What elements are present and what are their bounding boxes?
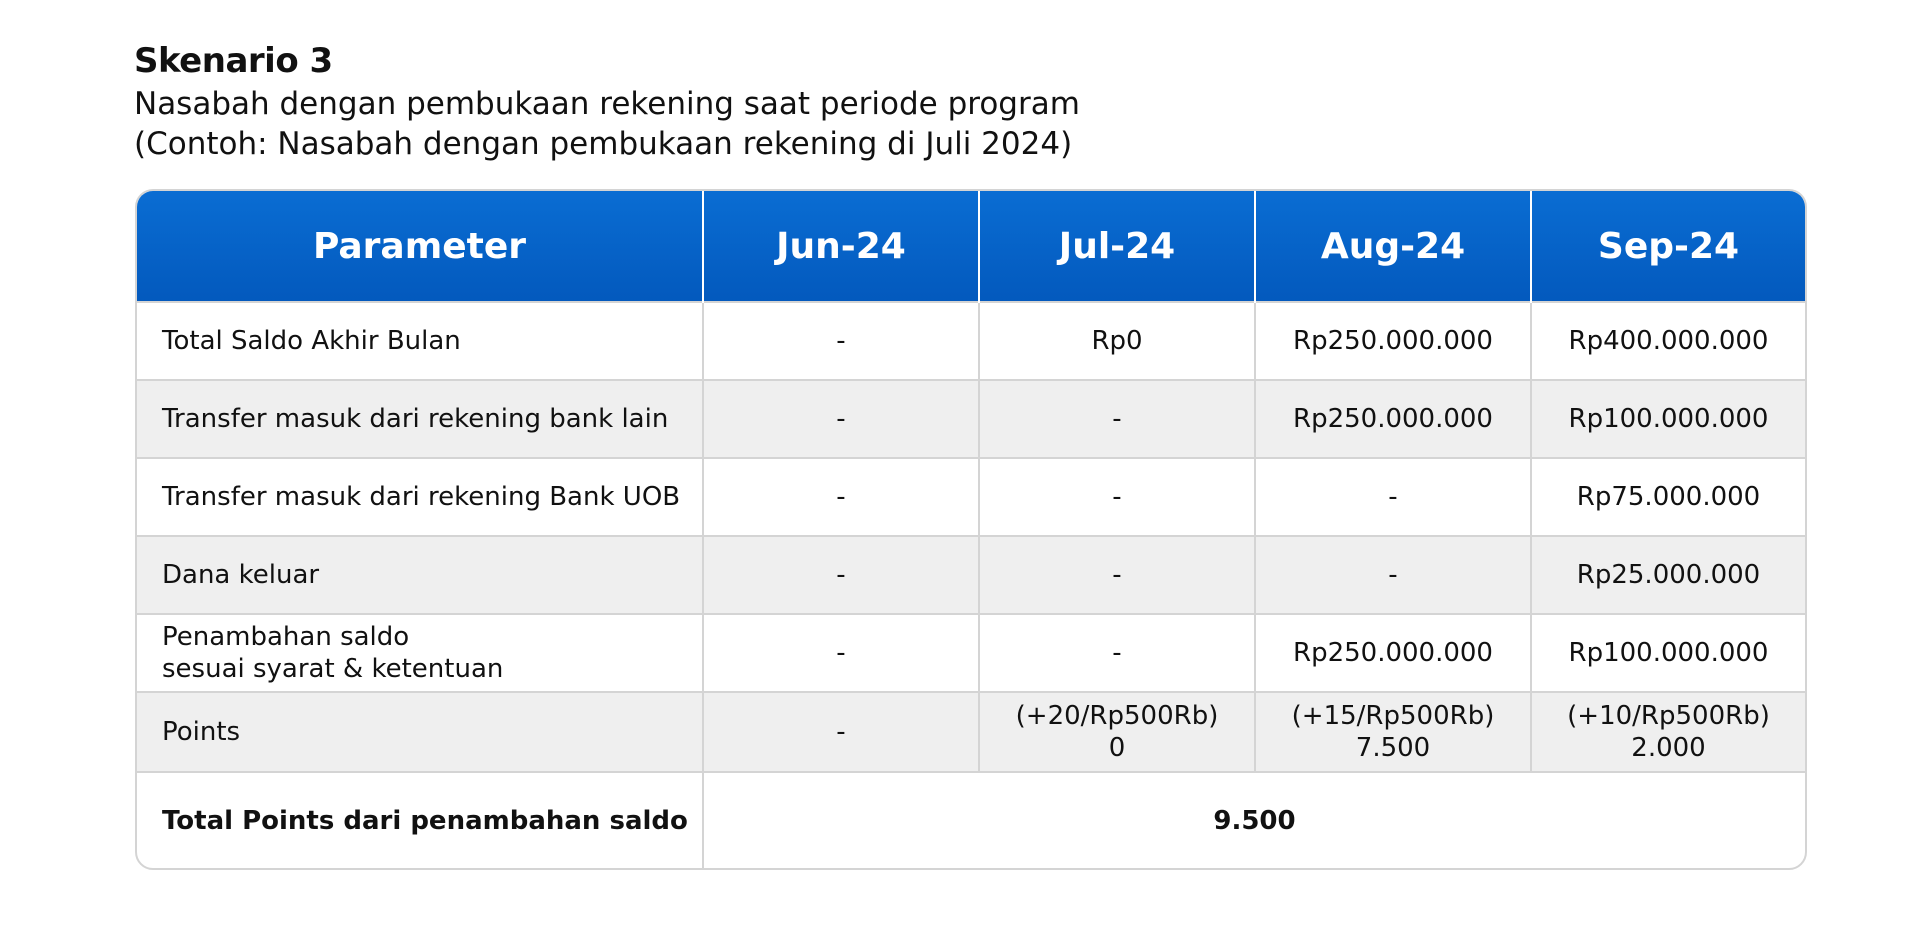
table-cell: Rp250.000.000 — [1255, 380, 1531, 458]
table-row — [137, 458, 1805, 536]
row-label: Dana keluar — [137, 536, 703, 614]
table-row — [137, 614, 1805, 692]
row-label — [137, 614, 703, 692]
table-cell: - — [703, 380, 979, 458]
table-cell: Rp0 — [979, 302, 1255, 380]
table-cell: Rp75.000.000 — [1531, 458, 1805, 536]
points-value: 2.000 — [1631, 733, 1706, 763]
table-cell: - — [1255, 536, 1531, 614]
table-cell: Rp400.000.000 — [1531, 302, 1805, 380]
row-label-line-1: Penambahan saldo — [162, 622, 410, 652]
points-rate: (+15/Rp500Rb) — [1291, 701, 1495, 731]
table-cell: - — [703, 458, 979, 536]
table-cell: Rp25.000.000 — [1531, 536, 1805, 614]
table-header-row — [137, 191, 1805, 302]
table-cell — [1255, 692, 1531, 772]
header-jun-24: Jun-24 — [703, 191, 979, 302]
table-cell: - — [979, 536, 1255, 614]
row-label-line-2: sesuai syarat & ketentuan — [162, 654, 504, 684]
points-value: 0 — [1108, 733, 1126, 763]
table-cell: - — [1255, 458, 1531, 536]
table-row — [137, 536, 1805, 614]
table-cell: Rp100.000.000 — [1531, 614, 1805, 692]
total-label: Total Points dari penambahan saldo — [137, 772, 703, 868]
table-row — [137, 380, 1805, 458]
table-cell — [979, 692, 1255, 772]
points-rate: (+10/Rp500Rb) — [1567, 701, 1770, 731]
subtitle-line-1: Nasabah dengan pembukaan rekening saat periode program — [134, 86, 1080, 122]
points-rate: (+20/Rp500Rb) — [1015, 701, 1219, 731]
table-row — [137, 302, 1805, 380]
table-cell: - — [703, 536, 979, 614]
heading — [134, 38, 1080, 164]
row-label: Transfer masuk dari rekening Bank UOB — [137, 458, 703, 536]
table-cell: - — [703, 692, 979, 772]
total-row — [137, 772, 1805, 868]
table-cell: - — [979, 380, 1255, 458]
points-row — [137, 692, 1805, 772]
table-cell — [1531, 692, 1805, 772]
table-cell: - — [703, 302, 979, 380]
header-aug-24: Aug-24 — [1255, 191, 1531, 302]
table-cell: - — [979, 614, 1255, 692]
header-parameter: Parameter — [137, 191, 703, 302]
scenario-table — [135, 189, 1807, 870]
header-jul-24: Jul-24 — [979, 191, 1255, 302]
row-label: Total Saldo Akhir Bulan — [137, 302, 703, 380]
page-title: Skenario 3 — [134, 41, 333, 81]
subtitle-line-2: (Contoh: Nasabah dengan pembukaan rekening di Juli 2024) — [134, 126, 1073, 162]
table-cell: - — [703, 614, 979, 692]
points-value: 7.500 — [1355, 733, 1431, 763]
table-cell: Rp100.000.000 — [1531, 380, 1805, 458]
total-value: 9.500 — [703, 772, 1805, 868]
table-cell: - — [979, 458, 1255, 536]
header-sep-24: Sep-24 — [1597, 225, 1740, 267]
row-label: Points — [137, 692, 703, 772]
row-label: Transfer masuk dari rekening bank lain — [137, 380, 703, 458]
table-cell: Rp250.000.000 — [1255, 614, 1531, 692]
table-cell: Rp250.000.000 — [1255, 302, 1531, 380]
